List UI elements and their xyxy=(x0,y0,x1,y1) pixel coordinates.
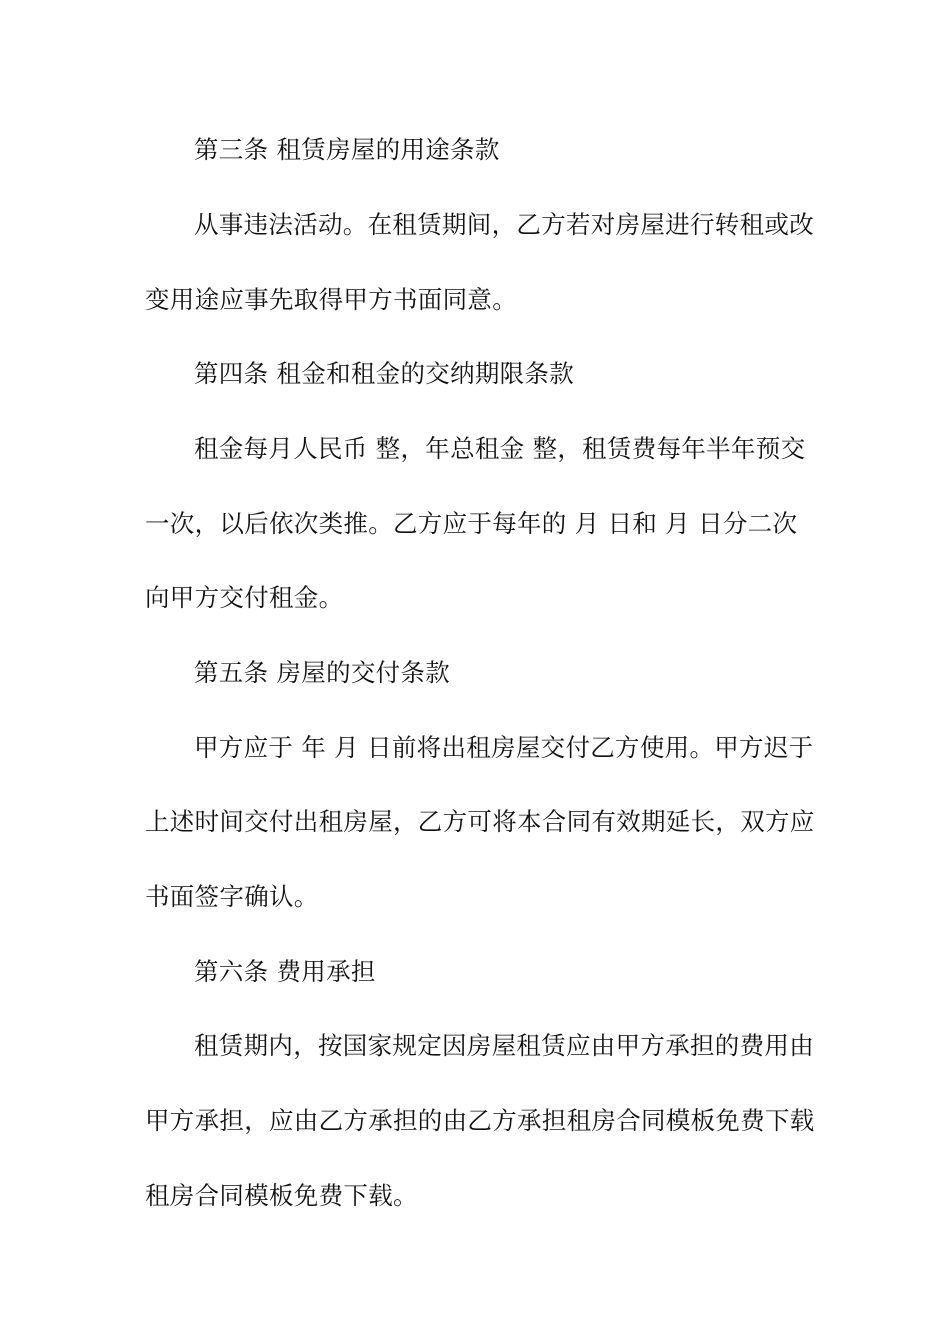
article-5-text-line-2: 上述时间交付出租房屋，乙方可将本合同有效期延长，双方应 xyxy=(145,807,815,836)
article-6-text-line-3: 租房合同模板免费下载。 xyxy=(145,1181,418,1210)
article-4-heading: 第四条 租金和租金的交纳期限条款 xyxy=(194,359,575,388)
article-3-text-line-2: 变用途应事先取得甲方书面同意。 xyxy=(145,285,517,314)
article-4-text-line-1: 租金每月人民币 整，年总租金 整，租赁费每年半年预交 xyxy=(194,434,806,463)
article-5-heading: 第五条 房屋的交付条款 xyxy=(194,658,451,687)
article-5-text-line-1: 甲方应于 年 月 日前将出租房屋交付乙方使用。甲方迟于 xyxy=(194,733,814,762)
article-3-text-line-1: 从事违法活动。在租赁期间，乙方若对房屋进行转租或改 xyxy=(194,210,814,239)
article-6-heading: 第六条 费用承担 xyxy=(194,957,376,986)
article-4-text-line-3: 向甲方交付租金。 xyxy=(145,583,344,612)
article-4-text-line-2: 一次，以后依次类推。乙方应于每年的 月 日和 月 日分二次 xyxy=(145,509,798,538)
article-6-text-line-1: 租赁期内，按国家规定因房屋租赁应由甲方承担的费用由 xyxy=(194,1031,814,1060)
article-3-heading: 第三条 租赁房屋的用途条款 xyxy=(194,135,500,164)
article-6-text-line-2: 甲方承担，应由乙方承担的由乙方承担租房合同模板免费下载 xyxy=(145,1106,815,1135)
article-5-text-line-3: 书面签字确认。 xyxy=(145,882,319,911)
